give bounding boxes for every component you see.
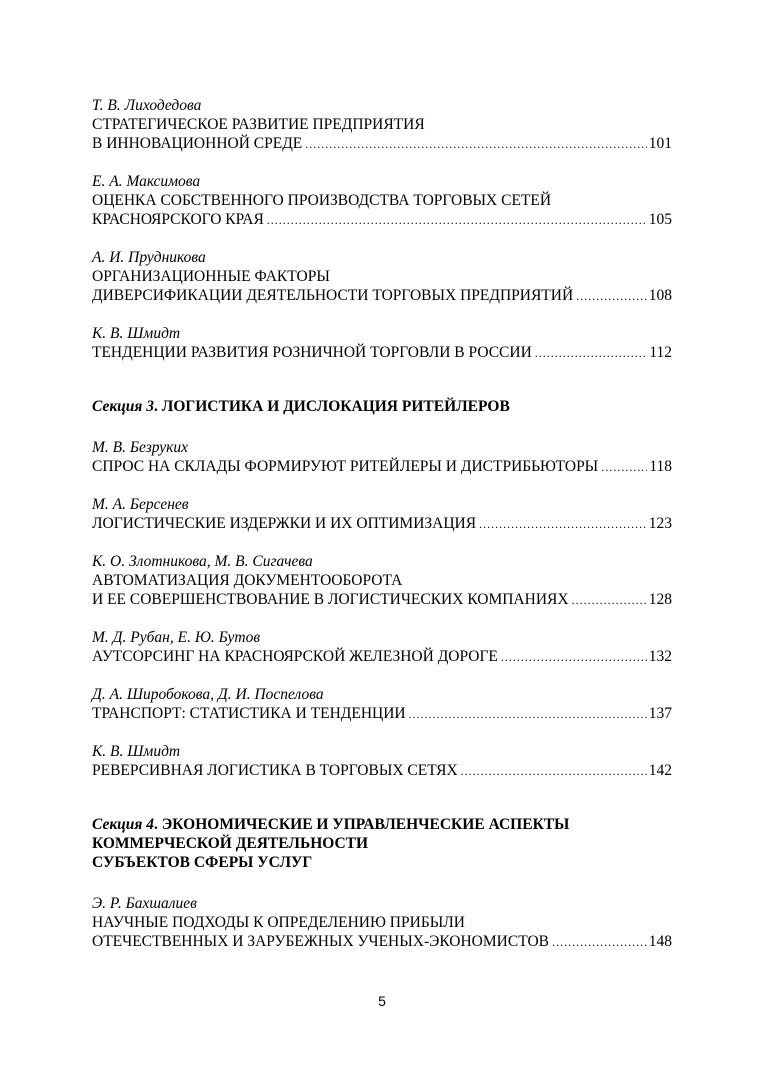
toc-group-section-4 [92, 894, 672, 952]
entry-leader-line [92, 210, 672, 230]
section-title: КОММЕРЧЕСКОЙ ДЕЯТЕЛЬНОСТИ [92, 835, 369, 852]
entry-page-number: 105 [648, 211, 672, 228]
dot-leader [576, 287, 647, 306]
entry-title-last-line: ЛОГИСТИЧЕСКИЕ ИЗДЕРЖКИ И ИХ ОПТИМИЗАЦИЯ [92, 515, 477, 532]
entry-author: Т. В. Лиходедова [92, 97, 202, 114]
dot-leader [572, 591, 647, 610]
section-title: ЛОГИСТИКА И ДИСЛОКАЦИЯ РИТЕЙЛЕРОВ [161, 398, 510, 415]
toc-entry [92, 628, 672, 667]
entry-author: М. А. Берсенев [92, 496, 189, 513]
entry-title-last-line: В ИННОВАЦИОННОЙ СРЕДЕ [92, 135, 303, 152]
entry-title-last-line: АУТСОРСИНГ НА КРАСНОЯРСКОЙ ЖЕЛЕЗНОЙ ДОРОГЕ [92, 648, 498, 665]
entry-leader-line [92, 286, 672, 306]
entry-author: К. В. Шмидт [92, 743, 181, 760]
dot-leader [267, 211, 647, 230]
section-heading-line: Секция 4. ЭКОНОМИЧЕСКИЕ И УПРАВЛЕНЧЕСКИЕ АСПЕКТЫ [92, 816, 570, 833]
entry-title-last-line: КРАСНОЯРСКОГО КРАЯ [92, 211, 264, 228]
dot-leader [601, 458, 647, 477]
section-label: Секция 4 [92, 816, 155, 833]
dot-leader [535, 344, 648, 363]
entry-author: М. Д. Рубан, Е. Ю. Бутов [92, 629, 261, 646]
entry-leader-line [92, 590, 672, 610]
toc-entry [92, 495, 672, 534]
toc-entry [92, 552, 672, 610]
toc-entry [92, 96, 672, 154]
entry-leader-line [92, 761, 672, 781]
dot-leader [479, 515, 647, 534]
section-label: Секция 3 [92, 398, 155, 415]
section-heading-4 [92, 815, 672, 872]
entry-page-number: 142 [648, 762, 672, 779]
section-heading-line: Секция 3. ЛОГИСТИКА И ДИСЛОКАЦИЯ РИТЕЙЛЕРОВ [92, 398, 510, 415]
toc-entry [92, 438, 672, 477]
entry-title-last-line: РЕВЕРСИВНАЯ ЛОГИСТИКА В ТОРГОВЫХ СЕТЯХ [92, 762, 458, 779]
entry-title-last-line: ТЕНДЕНЦИИ РАЗВИТИЯ РОЗНИЧНОЙ ТОРГОВЛИ В РОССИИ [92, 344, 532, 361]
dot-leader [552, 933, 647, 952]
section-title: СУБЪЕКТОВ СФЕРЫ УСЛУГ [92, 854, 313, 871]
entry-page-number: 123 [648, 515, 672, 532]
dot-leader [501, 648, 647, 667]
dot-leader [305, 135, 647, 154]
entry-title-line: ОРГАНИЗАЦИОННЫЕ ФАКТОРЫ [92, 268, 330, 285]
entry-leader-line [92, 704, 672, 724]
entry-page-number: 108 [648, 287, 672, 304]
entry-author: Е. А. Максимова [92, 173, 201, 190]
entry-page-number: 128 [648, 591, 672, 608]
entry-leader-line [92, 134, 672, 154]
dot-leader [409, 705, 647, 724]
toc-entry [92, 172, 672, 230]
entry-title-line: АВТОМАТИЗАЦИЯ ДОКУМЕНТООБОРОТА [92, 572, 403, 589]
entry-title-line: СТРАТЕГИЧЕСКОЕ РАЗВИТИЕ ПРЕДПРИЯТИЯ [92, 116, 425, 133]
entry-author: К. В. Шмидт [92, 325, 181, 342]
entry-title-last-line: ОТЕЧЕСТВЕННЫХ И ЗАРУБЕЖНЫХ УЧЕНЫХ-ЭКОНОМИСТОВ [92, 933, 549, 950]
entry-author: Э. Р. Бахшалиев [92, 895, 197, 912]
toc-group-top [92, 96, 672, 363]
entry-author: А. И. Прудникова [92, 249, 206, 266]
entry-page-number: 112 [649, 344, 672, 361]
entry-title-line: НАУЧНЫЕ ПОДХОДЫ К ОПРЕДЕЛЕНИЮ ПРИБЫЛИ [92, 914, 465, 931]
page-number: 5 [378, 993, 386, 1009]
entry-title-last-line: И ЕЕ СОВЕРШЕНСТВОВАНИЕ В ЛОГИСТИЧЕСКИХ КОМПАНИЯХ [92, 591, 569, 608]
toc-entry [92, 685, 672, 724]
entry-page-number: 137 [648, 705, 672, 722]
entry-leader-line [92, 647, 672, 667]
entry-title-line: ОЦЕНКА СОБСТВЕННОГО ПРОИЗВОДСТВА ТОРГОВЫХ СЕТЕЙ [92, 192, 552, 209]
entry-title-last-line: ТРАНСПОРТ: СТАТИСТИКА И ТЕНДЕНЦИИ [92, 705, 406, 722]
section-title: ЭКОНОМИЧЕСКИЕ И УПРАВЛЕНЧЕСКИЕ АСПЕКТЫ [161, 816, 570, 833]
entry-leader-line [92, 514, 672, 534]
entry-author: Д. А. Широбокова, Д. И. Поспелова [92, 686, 324, 703]
toc-entry [92, 894, 672, 952]
section-heading-3 [92, 397, 672, 416]
entry-leader-line [92, 343, 672, 363]
toc-group-section-3 [92, 438, 672, 781]
entry-leader-line [92, 457, 672, 477]
toc-entry [92, 742, 672, 781]
entry-page-number: 118 [649, 458, 672, 475]
toc-entry [92, 248, 672, 306]
toc-entry [92, 324, 672, 363]
entry-author: М. В. Безруких [92, 439, 189, 456]
section-heading-line [92, 853, 672, 872]
entry-page-number: 101 [648, 135, 672, 152]
entry-page-number: 132 [648, 648, 672, 665]
table-of-contents [92, 96, 672, 970]
entry-author: К. О. Злотникова, М. В. Сигачева [92, 553, 313, 570]
section-heading-line [92, 834, 672, 853]
entry-page-number: 148 [648, 933, 672, 950]
entry-leader-line [92, 932, 672, 952]
entry-title-last-line: СПРОС НА СКЛАДЫ ФОРМИРУЮТ РИТЕЙЛЕРЫ И ДИСТРИБЬЮТОРЫ [92, 458, 599, 475]
dot-leader [461, 762, 647, 781]
entry-title-last-line: ДИВЕРСИФИКАЦИИ ДЕЯТЕЛЬНОСТИ ТОРГОВЫХ ПРЕДПРИЯТИЙ [92, 287, 574, 304]
